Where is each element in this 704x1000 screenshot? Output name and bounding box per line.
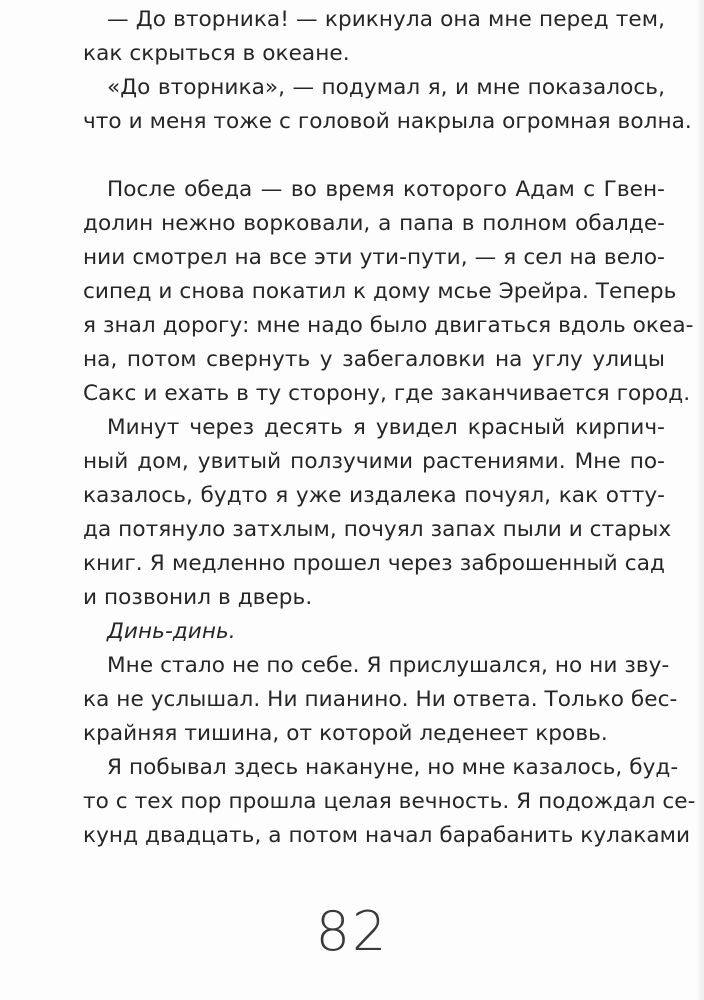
text-line: сипед и снова покатил к дому мсье Эрейра. Теперь	[83, 279, 677, 304]
text-line: нии смотрел на все эти ути-пути, — я сел на вело-	[83, 245, 665, 270]
text-line: Я побывал здесь накануне, но мне казалось, буд-	[107, 755, 679, 780]
text-line: Динь-динь.	[107, 619, 236, 644]
page-edge	[698, 0, 704, 1000]
text-line: казалось, будто я уже издалека почуял, как отту-	[83, 483, 665, 508]
text-line: крайняя тишина, от которой леденеет кровь.	[83, 721, 608, 746]
text-line: долин нежно ворковали, а папа в полном обалде-	[83, 211, 665, 236]
text-line: ный дом, увитый ползучими растениями. Мне по-	[83, 449, 665, 474]
text-line: как скрыться в океане.	[83, 41, 350, 66]
text-line: и позвонил в дверь.	[83, 585, 313, 610]
text-line: Сакс и ехать в ту сторону, где заканчивается город.	[83, 381, 691, 406]
text-line: — До вторника! — крикнула она мне перед тем,	[107, 7, 665, 32]
text-line: Минут через десять я увидел красный кирпич-	[107, 415, 665, 440]
text-line: После обеда — во время которого Адам с Гвен-	[107, 177, 665, 202]
text-line: «До вторника», — подумал я, и мне показалось,	[107, 75, 665, 100]
text-line: книг. Я медленно прошел через заброшенный сад	[83, 551, 665, 576]
text-line: ка не услышал. Ни пианино. Ни ответа. Только бес-	[83, 687, 678, 712]
text-line: на, потом свернуть у забегаловки на углу улицы	[83, 347, 665, 372]
text-line: что и меня тоже с головой накрыла огромная волна.	[83, 109, 692, 134]
text-line: Мне стало не по себе. Я прислушался, но ни зву-	[107, 653, 670, 678]
page-number: 82	[315, 900, 389, 963]
text-line: кунд двадцать, а потом начал барабанить кулаками	[83, 823, 691, 848]
text-line: я знал дорогу: мне надо было двигаться вдоль океа-	[83, 313, 694, 338]
text-line: то с тех пор прошла целая вечность. Я подождал се-	[83, 789, 696, 814]
text-line: да потянуло затхлым, почуял запах пыли и старых	[83, 517, 672, 542]
